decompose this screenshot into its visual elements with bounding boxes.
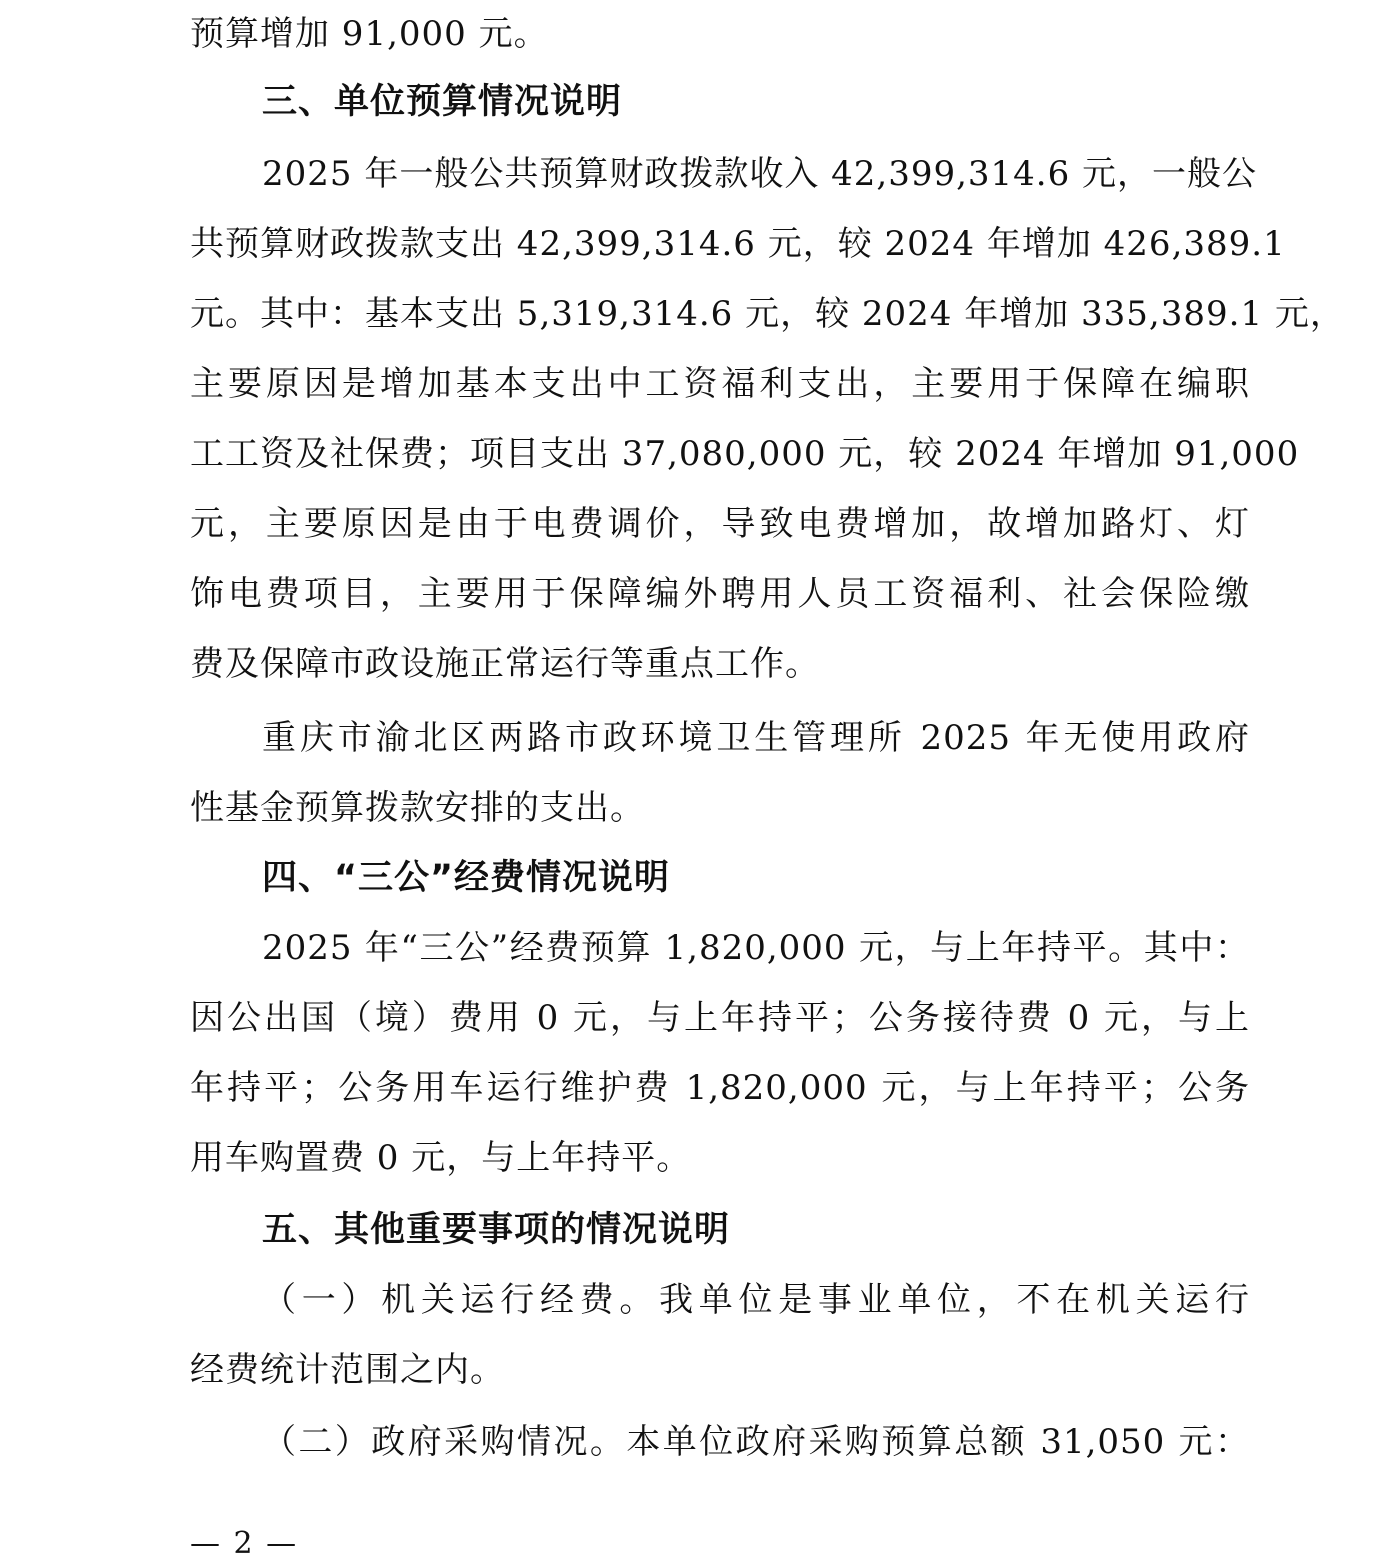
page-number: — 2 —	[190, 1526, 299, 1561]
three-public-paragraph-line: 因公出国（境）费用 0 元，与上年持平；公务接待费 0 元，与上	[190, 998, 1250, 1038]
unit-budget-paragraph-line: 主要原因是增加基本支出中工资福利支出，主要用于保障在编职	[190, 364, 1250, 404]
operating-expense-paragraph-line: （一）机关运行经费。我单位是事业单位，不在机关运行	[262, 1280, 1250, 1320]
unit-budget-paragraph-line: 共预算财政拨款支出 42,399,314.6 元，较 2024 年增加 426,389.1	[190, 224, 1286, 264]
unit-budget-paragraph-line: 元。其中：基本支出 5,319,314.6 元，较 2024 年增加 335,389.1 元，	[190, 294, 1345, 334]
unit-budget-paragraph-line: 饰电费项目，主要用于保障编外聘用人员工资福利、社会保险缴	[190, 574, 1250, 614]
unit-budget-paragraph-line: 费及保障市政设施正常运行等重点工作。	[190, 644, 820, 684]
section-heading-other-matters: 五、其他重要事项的情况说明	[262, 1210, 731, 1250]
three-public-paragraph-line: 2025 年“三公”经费预算 1,820,000 元，与上年持平。其中：	[262, 928, 1250, 968]
section-heading-three-public: 四、“三公”经费情况说明	[262, 858, 671, 898]
unit-budget-paragraph-line: 2025 年一般公共预算财政拨款收入 42,399,314.6 元，一般公	[262, 154, 1258, 194]
previous-paragraph-tail: 预算增加 91,000 元。	[190, 14, 549, 54]
procurement-paragraph-line: （二）政府采购情况。本单位政府采购预算总额 31,050 元：	[262, 1422, 1250, 1462]
gov-fund-paragraph-line: 性基金预算拨款安排的支出。	[190, 788, 645, 828]
unit-budget-paragraph-line: 工工资及社保费；项目支出 37,080,000 元，较 2024 年增加 91,000	[190, 434, 1300, 474]
unit-budget-paragraph-line: 元，主要原因是由于电费调价，导致电费增加，故增加路灯、灯	[190, 504, 1250, 544]
gov-fund-paragraph-line: 重庆市渝北区两路市政环境卫生管理所 2025 年无使用政府	[262, 718, 1250, 758]
three-public-paragraph-line: 年持平；公务用车运行维护费 1,820,000 元，与上年持平；公务	[190, 1068, 1250, 1108]
three-public-paragraph-line: 用车购置费 0 元，与上年持平。	[190, 1138, 692, 1178]
section-heading-unit-budget: 三、单位预算情况说明	[262, 82, 623, 122]
operating-expense-paragraph-line: 经费统计范围之内。	[190, 1350, 505, 1390]
